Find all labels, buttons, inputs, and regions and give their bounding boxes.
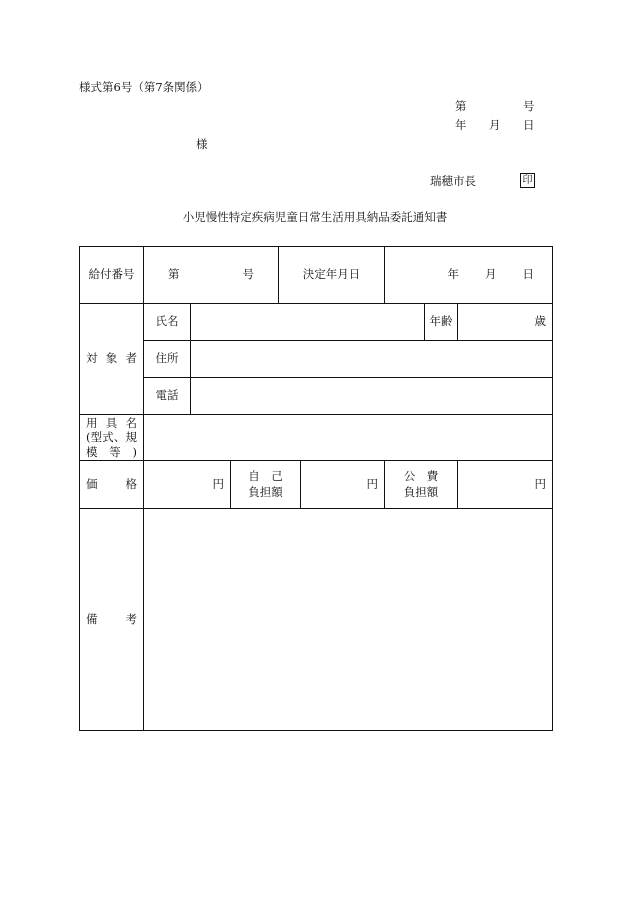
table-row: [80, 247, 553, 304]
price-label-char: 格: [125, 476, 137, 491]
decision-year-label: 年: [447, 267, 459, 282]
table-row: [80, 341, 553, 378]
decision-day-label: 日: [522, 267, 534, 282]
price-label-char: 価: [86, 476, 98, 491]
issuer-name: 瑞穂市長: [430, 174, 476, 188]
self-burden-field[interactable]: [301, 461, 385, 509]
age-label: 年齢: [425, 304, 458, 341]
name-label: 氏名: [144, 304, 191, 341]
addressee-suffix: 様: [196, 137, 208, 151]
issue-day-label: 日: [523, 118, 535, 132]
equipment-label: [80, 415, 144, 461]
public-burden-label: [385, 461, 458, 509]
age-unit: 歳: [534, 314, 546, 329]
table-row: [80, 509, 553, 731]
benefit-number-field[interactable]: [144, 247, 279, 304]
age-field[interactable]: [458, 304, 553, 341]
subject-label-char: 象: [105, 351, 118, 366]
benefit-number-label: 給付番号: [80, 247, 144, 304]
phone-field[interactable]: [191, 378, 553, 415]
equipment-label-line: 模 等 ): [86, 444, 137, 459]
public-burden-field[interactable]: [458, 461, 553, 509]
notice-number-prefix: 第: [455, 99, 467, 113]
price-label: [80, 461, 144, 509]
table-row: [80, 378, 553, 415]
self-burden-label: [231, 461, 301, 509]
self-burden-label-line: 自 己: [248, 468, 283, 483]
address-label: 住所: [144, 341, 191, 378]
price-field[interactable]: [144, 461, 231, 509]
remarks-label-char: 備: [86, 611, 98, 626]
subject-label-char: 者: [125, 351, 137, 366]
equipment-field[interactable]: [144, 415, 553, 461]
decision-date-label: 決定年月日: [279, 247, 385, 304]
public-burden-label-line: 負担額: [403, 484, 439, 499]
table-row: [80, 304, 553, 341]
benefit-number-suffix: 号: [242, 267, 254, 282]
table-row: [80, 461, 553, 509]
address-field[interactable]: [191, 341, 553, 378]
equipment-label-line: (型式、規: [86, 430, 137, 445]
price-yen-unit: 円: [212, 476, 224, 491]
notice-table: [79, 246, 553, 731]
remarks-label-char: 考: [125, 611, 137, 626]
self-burden-yen-unit: 円: [366, 476, 378, 491]
self-burden-label-line: 負担額: [248, 484, 283, 499]
public-burden-label-line: 公 費: [403, 468, 439, 483]
benefit-number-prefix: 第: [168, 267, 180, 282]
remarks-label: [80, 509, 144, 731]
phone-label: 電話: [144, 378, 191, 415]
document-title: 小児慢性特定疾病児童日常生活用具納品委託通知書: [182, 210, 448, 224]
remarks-field[interactable]: [144, 509, 553, 731]
notice-number-suffix: 号: [523, 99, 535, 113]
equipment-label-line: 用 具 名: [86, 415, 137, 430]
decision-month-label: 月: [485, 267, 497, 282]
subject-label-char: 対: [86, 351, 98, 366]
table-row: [80, 415, 553, 461]
form-number: 様式第6号（第7条関係）: [79, 80, 209, 94]
issue-month-label: 月: [489, 118, 501, 132]
name-field[interactable]: [191, 304, 425, 341]
seal-box: 印: [520, 173, 535, 188]
issue-year-label: 年: [455, 118, 467, 132]
subject-label: [80, 304, 144, 415]
public-burden-yen-unit: 円: [534, 476, 546, 491]
decision-date-field[interactable]: [385, 247, 553, 304]
